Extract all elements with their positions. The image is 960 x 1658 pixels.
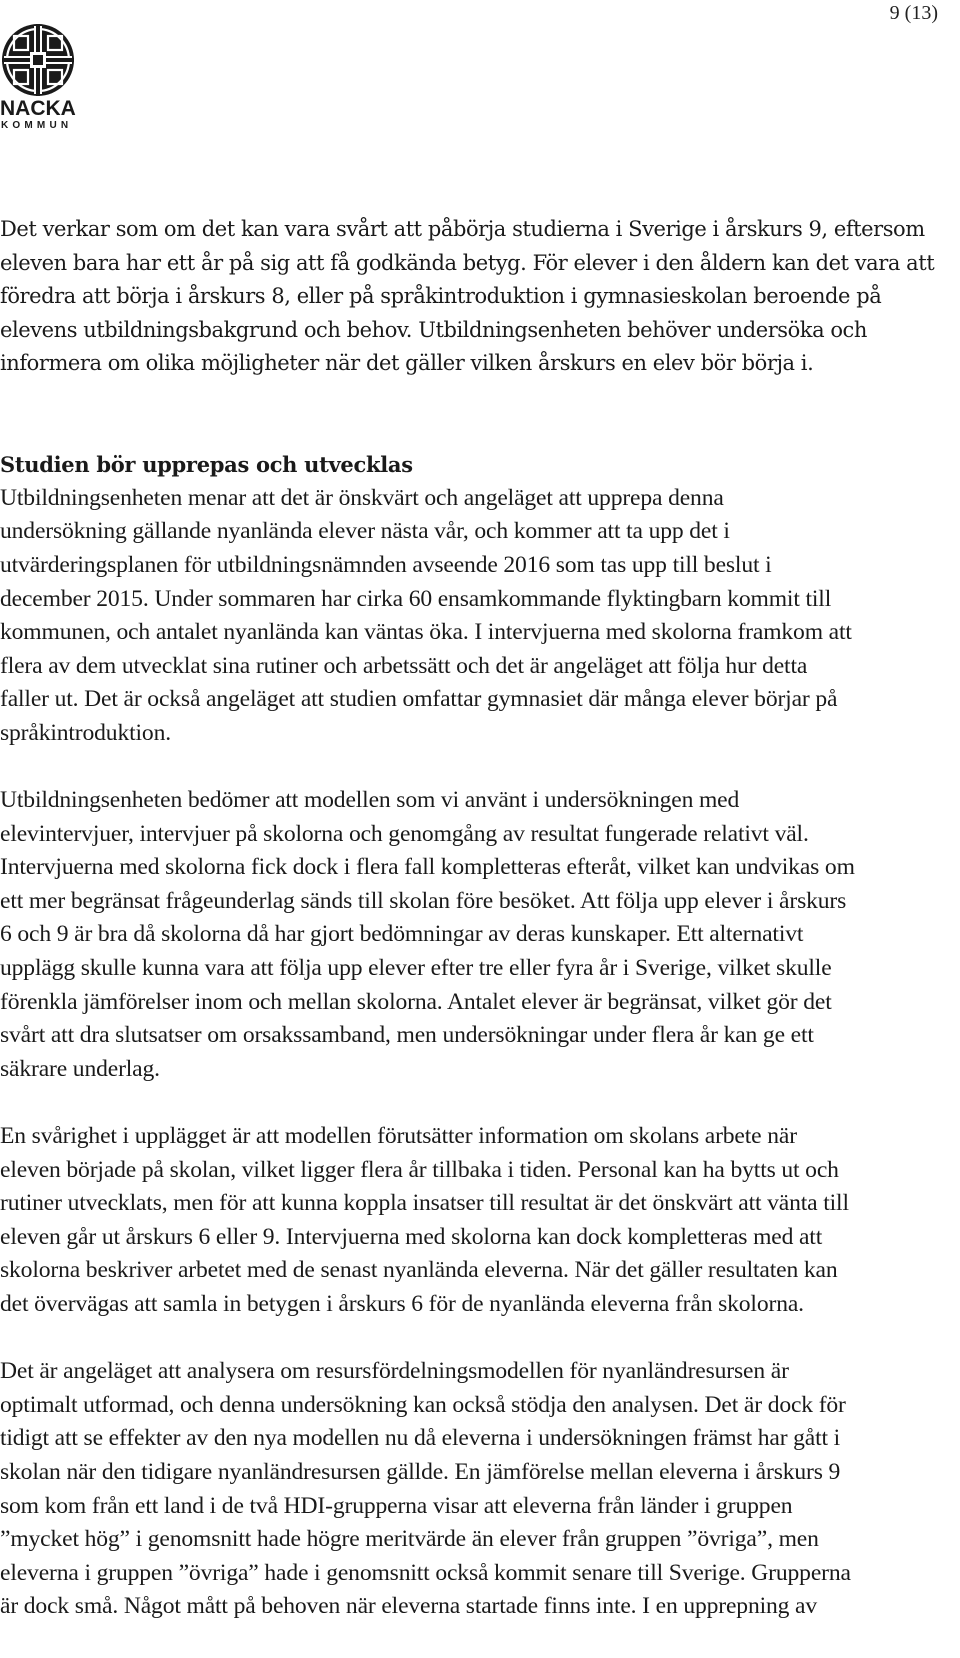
nacka-kommun-logo [0, 22, 80, 134]
text-line: Utbildningsenheten menar att det är önskvärt och angeläget att upprepa denna [0, 484, 724, 511]
paragraph-3 [0, 784, 958, 1086]
text-line: eleven går ut årskurs 6 eller 9. Intervjuerna med skolorna kan dock kompletteras med att [0, 1223, 823, 1250]
text-line: rutiner utvecklats, men för att kunna koppla insatser till resultat är det önskvärt att vänta till [0, 1190, 849, 1217]
text-line: flera av dem utvecklat sina rutiner och arbetssätt och det är angeläget att följa hur detta [0, 652, 808, 679]
logo-name: NACKA [0, 97, 76, 120]
text-line: Det är angeläget att analysera om resursfördelningsmodellen för nyanländresursen är [0, 1358, 789, 1385]
text-line: skolorna beskriver arbetet med de senast nyanlända eleverna. När det gäller resultaten kan [0, 1257, 838, 1284]
text-line: är dock små. Något mått på behoven när eleverna startade finns inte. I en upprepning av [0, 1593, 818, 1620]
paragraph-5 [0, 1355, 958, 1624]
text-line: En svårighet i upplägget är att modellen förutsätter information om skolans arbete när [0, 1123, 797, 1150]
text-line: säkrare underlag. [0, 1055, 160, 1082]
text-line: föredra att börja i årskurs 8, eller på språkintroduktion i gymnasieskolan beroende på [0, 284, 882, 309]
text-line: faller ut. Det är också angeläget att studien omfattar gymnasiet där många elever börjar på [0, 686, 838, 713]
spacer [0, 415, 958, 449]
text-line: undersökning gällande nyanlända elever nästa vår, och kommer att ta upp det i [0, 518, 730, 545]
text-line: optimalt utformad, och denna undersökning kan också stödja den analysen. Det är dock för [0, 1391, 846, 1418]
text-line: förenkla jämförelser inom och mellan skolorna. Antalet elever är begränsat, vilket gör det [0, 988, 832, 1015]
text-line: Det verkar som om det kan vara svårt att påbörja studierna i Sverige i årskurs 9, eftersom [0, 217, 925, 241]
text-line: det övervägas att samla in betygen i årskurs 6 för de nyanlända eleverna från skolorna. [0, 1291, 804, 1317]
nacka-emblem-icon [0, 22, 76, 98]
text-line: skolan när den tidigare nyanländresursen gällde. En jämförelse mellan eleverna i årskurs 9 [0, 1458, 841, 1485]
paragraph-4 [0, 1120, 958, 1322]
text-line: informera om olika möjligheter när det gäller vilken årskurs en elev bör börja i. [0, 351, 814, 376]
text-line: Intervjuerna med skolorna fick dock i flera fall kompletteras efteråt, vilket kan undvikas om [0, 854, 855, 881]
text-line: elevintervjuer, intervjuer på skolorna och genomgång av resultat fungerade relativt väl. [0, 820, 809, 847]
paragraph-1 [0, 213, 958, 381]
text-line: ett mer begränsat frågeunderlag sänds till skolan före besöket. Att följa upp elever i årskurs [0, 887, 847, 914]
text-line: 6 och 9 är bra då skolorna då har gjort bedömningar av deras kunskaper. Ett alternativt [0, 921, 804, 948]
text-line: som kom från ett land i de två HDI-grupperna visar att eleverna från länder i gruppen [0, 1492, 793, 1519]
text-line: december 2015. Under sommaren har cirka 60 ensamkommande flyktingbarn kommit till [0, 585, 832, 612]
section-heading: Studien bör upprepas och utvecklas [0, 452, 413, 478]
text-line: svårt att dra slutsatser om orsakssamband, men undersökningar under flera år kan ge ett [0, 1022, 814, 1049]
text-line: eleven började på skolan, vilket ligger flera år tillbaka i tiden. Personal kan ha bytts ut och [0, 1156, 839, 1183]
text-line: Utbildningsenheten bedömer att modellen som vi använt i undersökningen med [0, 787, 740, 814]
logo-subtitle: KOMMUN [1, 120, 73, 131]
text-line: eleverna i gruppen ”övriga” hade i genomsnitt också kommit senare till Sverige. Grupperna [0, 1559, 851, 1586]
text-line: upplägg skulle kunna vara att följa upp elever efter tre eller fyra år i Sverige, vilket skulle [0, 955, 832, 982]
document-body [0, 213, 958, 1658]
text-line: språkintroduktion. [0, 719, 171, 746]
text-line: eleven bara har ett år på sig att få godkända betyg. För elever i den åldern kan det vara att [0, 250, 935, 275]
section-studien [0, 448, 958, 750]
text-line: ”mycket hög” i genomsnitt hade högre meritvärde än elever från gruppen ”övriga”, men [0, 1526, 819, 1553]
text-line: kommunen, och antalet nyanlända kan väntas öka. I intervjuerna med skolorna framkom att [0, 619, 852, 646]
text-line: utvärderingsplanen för utbildningsnämnden avseende 2016 som tas upp till beslut i [0, 551, 772, 578]
text-line: elevens utbildningsbakgrund och behov. Utbildningsenheten behöver undersöka och [0, 317, 867, 342]
page-number: 9 (13) [889, 2, 938, 24]
text-line: tidigt att se effekter av den nya modellen nu då eleverna i undersökningen främst har gått i [0, 1425, 841, 1452]
